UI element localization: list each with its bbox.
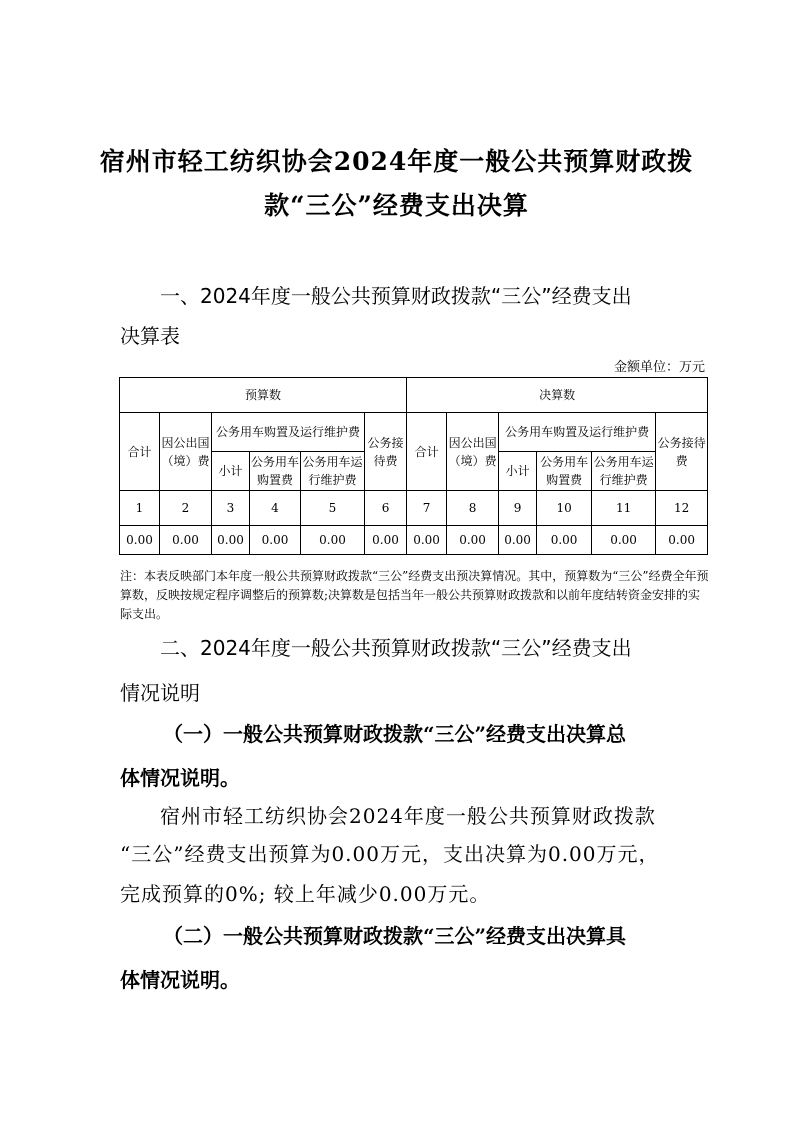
section2-heading-line2: 情况说明 (120, 681, 200, 705)
value-row (120, 526, 708, 555)
table-note: 注：本表反映部门本年度一般公共预算财政拨款“三公”经费支出预决算情况。其中，预算数为“三公”经费全年预算数，反映按规定程序调整后的预算数;决算数是包括当年一般公共预算财政拨款和以前年度结转资金安排的实际支出。 (120, 569, 709, 621)
subsection2-heading-line1: （二）一般公共预算财政拨款“三公”经费支出决算具 (163, 924, 627, 948)
unit-label: 金额单位：万元 (613, 360, 705, 375)
col-total-budget: 合计 (120, 413, 160, 491)
value-cell: 0.00 (592, 526, 656, 555)
col-reception-final: 公务接待费 (656, 413, 708, 491)
col-vehicle-maint-budget: 公务用车运行维护费 (301, 452, 365, 491)
value-cell: 0.00 (447, 526, 499, 555)
index-cell: 2 (160, 491, 212, 526)
three-public-expense-table (119, 377, 708, 555)
col-total-final: 合计 (407, 413, 447, 491)
value-cell: 0.00 (537, 526, 592, 555)
value-cell: 0.00 (250, 526, 301, 555)
col-vehicle-purchase-budget: 公务用车购置费 (250, 452, 301, 491)
index-cell: 5 (301, 491, 365, 526)
value-cell: 0.00 (407, 526, 447, 555)
col-subtotal-final: 小计 (499, 452, 537, 491)
value-cell: 0.00 (212, 526, 250, 555)
subsection2-heading-line2: 体情况说明。 (120, 968, 240, 992)
col-abroad-final: 因公出国（境）费 (447, 413, 499, 491)
index-cell: 7 (407, 491, 447, 526)
document-title-line2: 款“三公”经费支出决算 (264, 191, 529, 220)
index-cell: 6 (365, 491, 407, 526)
index-cell: 8 (447, 491, 499, 526)
col-vehicle-group-final: 公务用车购置及运行维护费 (499, 413, 656, 452)
index-cell: 9 (499, 491, 537, 526)
index-cell: 10 (537, 491, 592, 526)
index-cell: 11 (592, 491, 656, 526)
body-text-line1: 宿州市轻工纺织协会2024年度一般公共预算财政拨款 (160, 804, 656, 828)
col-vehicle-group-budget: 公务用车购置及运行维护费 (212, 413, 365, 452)
final-header: 决算数 (407, 378, 708, 413)
col-abroad-budget: 因公出国（境）费 (160, 413, 212, 491)
index-cell: 3 (212, 491, 250, 526)
col-reception-budget: 公务接待费 (365, 413, 407, 491)
col-vehicle-purchase-final: 公务用车购置费 (537, 452, 592, 491)
document-title-line1: 宿州市轻工纺织协会2024年度一般公共预算财政拨 (99, 147, 694, 176)
col-subtotal-budget: 小计 (212, 452, 250, 491)
index-cell: 4 (250, 491, 301, 526)
index-cell: 12 (656, 491, 708, 526)
subsection1-heading-line1: （一）一般公共预算财政拨款“三公”经费支出决算总 (163, 722, 627, 746)
subsection1-heading-line2: 体情况说明。 (120, 766, 240, 790)
section1-heading-line2: 决算表 (120, 324, 180, 348)
value-cell: 0.00 (120, 526, 160, 555)
index-row (120, 491, 708, 526)
section2-heading-line1: 二、2024年度一般公共预算财政拨款“三公”经费支出 (160, 636, 632, 660)
value-cell: 0.00 (365, 526, 407, 555)
value-cell: 0.00 (160, 526, 212, 555)
index-cell: 1 (120, 491, 160, 526)
body-text-line2: “三公”经费支出预算为0.00万元，支出决算为0.00万元， (120, 842, 660, 866)
value-cell: 0.00 (656, 526, 708, 555)
budget-header: 预算数 (120, 378, 407, 413)
section1-heading-line1: 一、2024年度一般公共预算财政拨款“三公”经费支出 (160, 284, 632, 308)
value-cell: 0.00 (499, 526, 537, 555)
value-cell: 0.00 (301, 526, 365, 555)
body-text-line3: 完成预算的0%; 较上年减少0.00万元。 (120, 882, 491, 906)
col-vehicle-maint-final: 公务用车运行维护费 (592, 452, 656, 491)
